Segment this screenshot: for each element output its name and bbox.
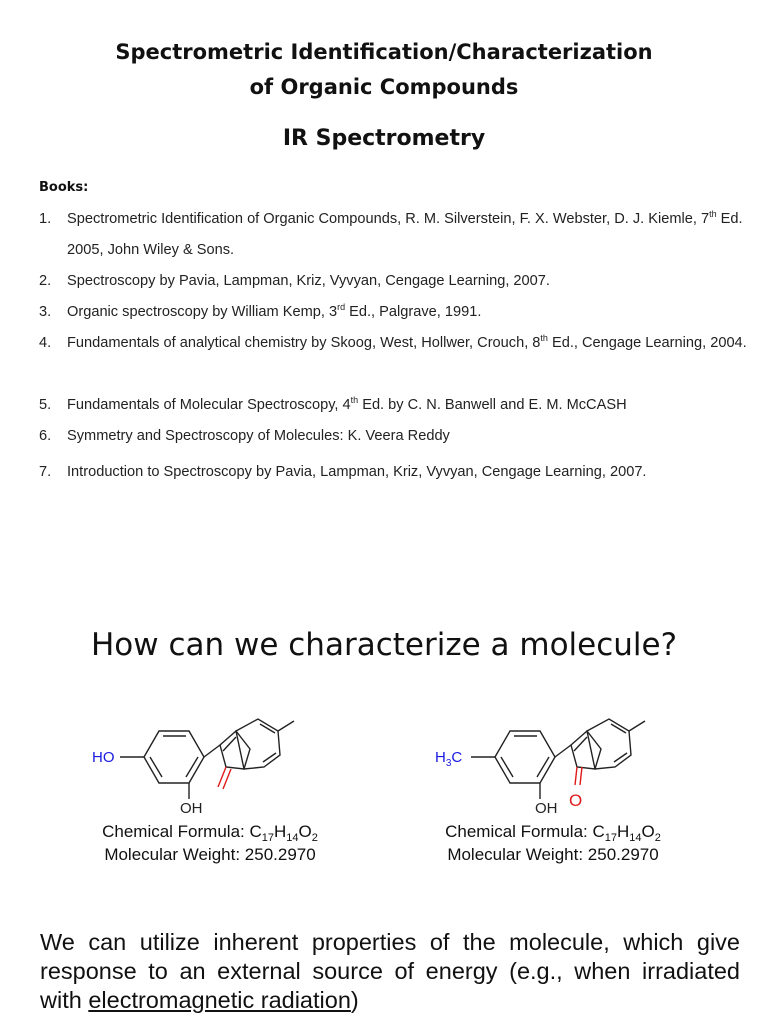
molecule-2-structure xyxy=(425,705,705,817)
question-heading: How can we characterize a molecule? xyxy=(90,627,678,663)
book-item-2: 2. Spectroscopy by Pavia, Lampman, Kriz, Vyvyan, Cengage Learning, 2007. xyxy=(39,273,550,289)
book-item-7: 7. Introduction to Spectroscopy by Pavia, Lampman, Kriz, Vyvyan, Cengage Learning, 2007. xyxy=(39,464,647,480)
book-item-4: 4. Fundamentals of analytical chemistry by Skoog, West, Hollwer, Crouch, 8th Ed., Cengage Learning, 2004. xyxy=(39,333,747,351)
book-item-3: 3. Organic spectroscopy by William Kemp, 3rd Ed., Palgrave, 1991. xyxy=(39,302,482,320)
section-subtitle: IR Spectrometry xyxy=(282,126,486,151)
book-item-6: 6. Symmetry and Spectroscopy of Molecules: K. Veera Reddy xyxy=(39,428,450,444)
molecule-1-formula: Chemical Formula: $C_{17}H_{14}O_2$ xyxy=(102,822,318,844)
molecule-1-weight: Molecular Weight: 250.2970 xyxy=(104,845,316,864)
book-item-5: 5. Fundamentals of Molecular Spectroscopy, 4th Ed. by C. N. Banwell and E. M. McCASH xyxy=(39,395,627,413)
closing-paragraph: We can utilize inherent properties of the molecule, which give response to an external source of energy (e.g., when irradiated with electromagnetic radiation) xyxy=(40,929,740,1013)
molecule-2-carbonyl-label: O xyxy=(569,791,583,810)
molecule-2-weight: Molecular Weight: 250.2970 xyxy=(447,845,659,864)
books-heading: Books: xyxy=(39,180,89,195)
title-line-1: Spectrometric Identification/Characterization xyxy=(115,40,653,64)
molecule-2-oh-label: OH xyxy=(535,800,558,817)
title-line-2: of Organic Compounds xyxy=(249,75,519,99)
molecule-1-caption xyxy=(60,820,360,866)
molecule-1-oh-label: OH xyxy=(180,800,203,817)
molecule-1-structure xyxy=(80,705,360,817)
book-item-1: 1. Spectrometric Identification of Organic Compounds, R. M. Silverstein, F. X. Webster, D. J. Kiemle, 7th Ed. 2005, John Wiley & Sons. xyxy=(39,209,743,258)
molecule-2-formula: Chemical Formula: $C_{17}H_{14}O_2$ xyxy=(445,822,661,844)
molecule-2-caption xyxy=(403,820,703,866)
molecule-2-ch3-label: $H_3C$ xyxy=(435,749,463,769)
molecule-1-ho-label: HO xyxy=(92,749,115,766)
electromagnetic-radiation-link: electromagnetic radiation xyxy=(88,987,351,1013)
